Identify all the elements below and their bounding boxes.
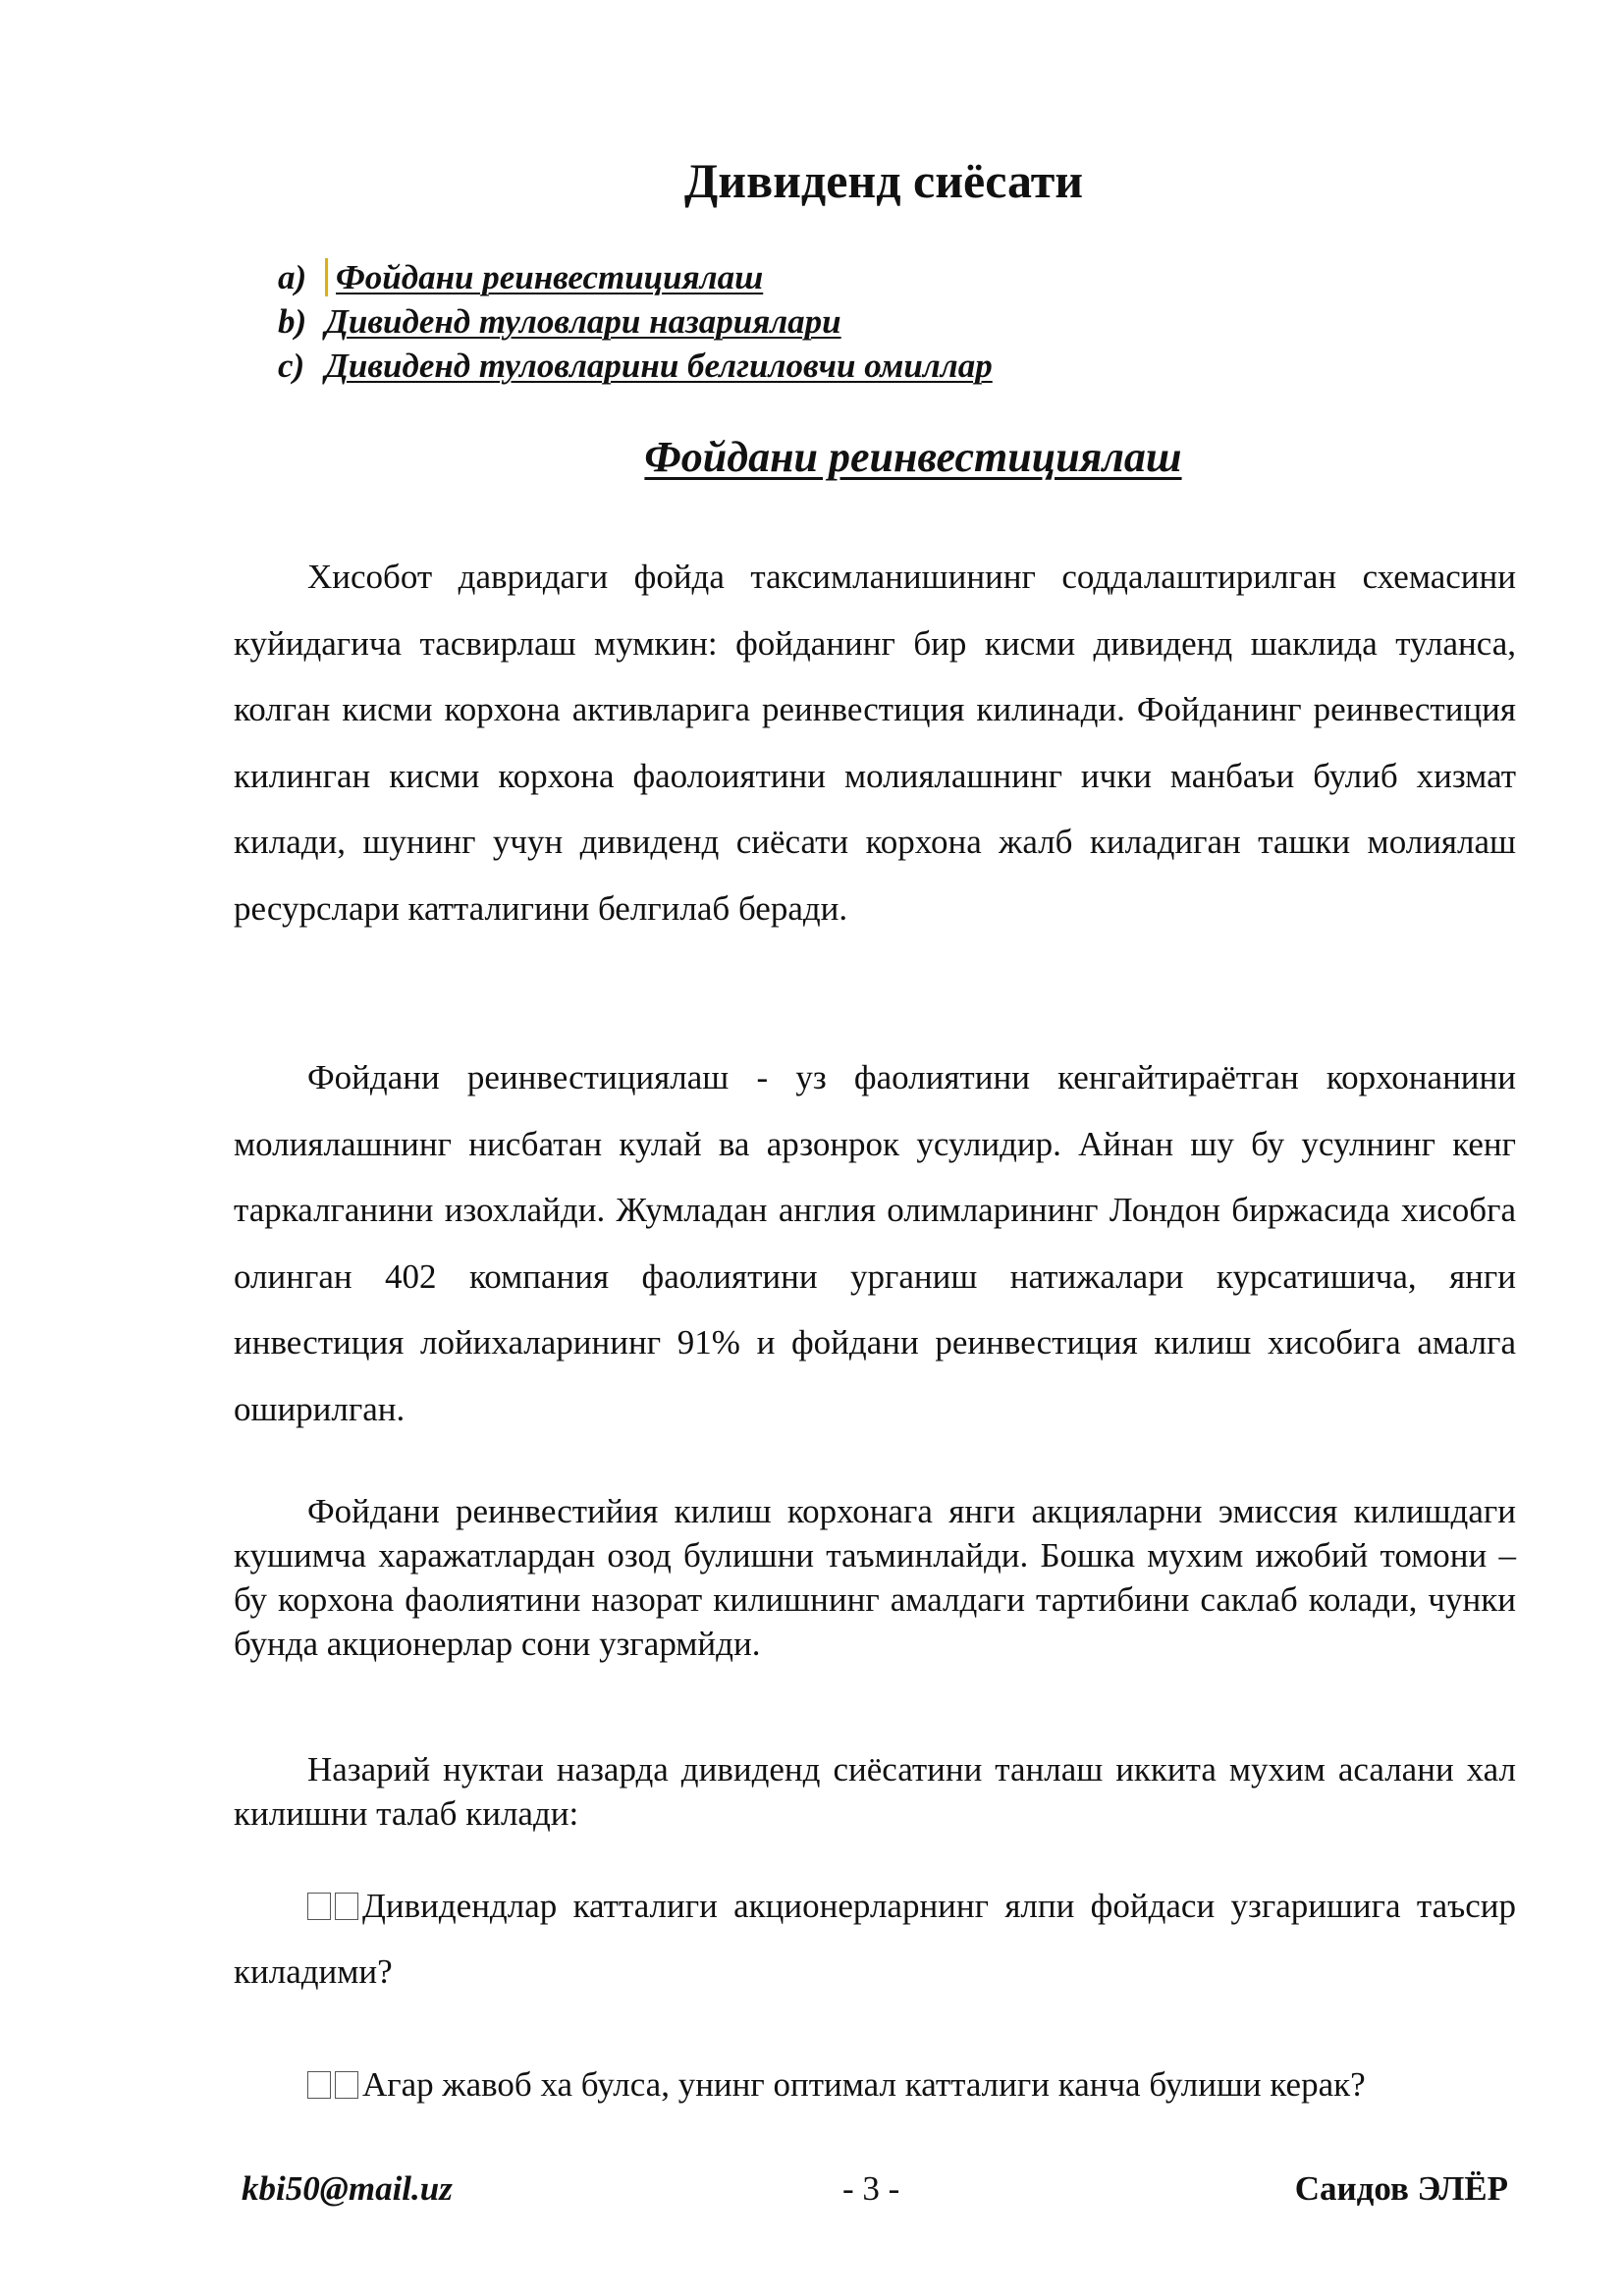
- toc-link-reinvestment[interactable]: Фойдани реинвестициялаш: [325, 258, 763, 296]
- missing-glyph-icon: [335, 2071, 358, 2099]
- paragraph-1: Хисобот давридаги фойда таксимланишининг соддалаштирилган схемасини куйидагича тасвирлаш мумкин: фойданинг бир кисми дивиденд шаклида туланса, колган кисми корхона активларига реинвестиция килинади. Фойданинг реинвестиция килинган кисми корхона фаолоиятини молиялашнинг ички манбаъи булиб хизмат килади, шунинг учун дивиденд сиёсати корхона жалб киладиган ташки молиялаш ресурслари катталигини белгилаб беради.: [234, 558, 1516, 928]
- page-title: Дивиденд сиёсати: [683, 153, 1084, 208]
- question-item: [234, 2052, 1516, 2117]
- missing-glyph-icon: [335, 1893, 358, 1920]
- toc-item[interactable]: [278, 255, 993, 299]
- question-item: [234, 1873, 1516, 2004]
- footer-email: kbi50@mail.uz: [242, 2169, 453, 2208]
- page-footer: [0, 2169, 1624, 2218]
- section-heading: Фойдани реинвестициялаш: [644, 433, 1182, 481]
- toc-link-dividend-theories[interactable]: Дивиденд туловлари назариялари: [325, 302, 841, 341]
- toc-marker: a): [278, 258, 307, 296]
- missing-glyph-icon: [307, 1893, 331, 1920]
- missing-glyph-icon: [307, 2071, 331, 2099]
- footer-author: Саидов ЭЛЁР: [1294, 2169, 1508, 2208]
- toc-item[interactable]: [278, 344, 993, 388]
- toc-marker: b): [278, 302, 307, 341]
- toc-link-dividend-factors[interactable]: Дивиденд туловларини белгиловчи омиллар: [325, 347, 993, 385]
- page-number: - 3 -: [842, 2169, 900, 2208]
- question-text: Агар жавоб ха булса, унинг оптимал катталиги канча булиши керак?: [362, 2065, 1366, 2104]
- table-of-contents: [278, 255, 993, 388]
- paragraph-4: Назарий нуктаи назарда дивиденд сиёсатини танлаш иккита мухим асалани хал килишни талаб килади:: [234, 1750, 1516, 1833]
- toc-marker: c): [278, 347, 305, 385]
- toc-item[interactable]: [278, 299, 993, 344]
- question-text: Дивидендлар катталиги акционерларнинг ялпи фойдаси узгаришига таъсир киладими?: [234, 1887, 1516, 1991]
- paragraph-2: Фойдани реинвестициялаш - уз фаолиятини кенгайтираётган корхонанини молиялашнинг нисбатан кулай ва арзонрок усулидир. Айнан шу бу усулнинг кенг таркалганини изохлайди. Жумладан англия олимларининг Лондон биржасида хисобга олинган 402 компания фаолиятини урганиш натижалари курсатишича, янги инвестиция лойихаларининг 91% и фойдани реинвестиция килиш хисобига амалга оширилган.: [234, 1058, 1516, 1428]
- paragraph-3: Фойдани реинвестийия килиш корхонага янги акцияларни эмиссия килишдаги кушимча харажатлардан озод булишни таъминлайди. Бошка мухим ижобий томони – бу корхона фаолиятини назорат килишнинг амалдаги тартибини саклаб колади, чунки бунда акционерлар сони узгармйди.: [234, 1492, 1516, 1663]
